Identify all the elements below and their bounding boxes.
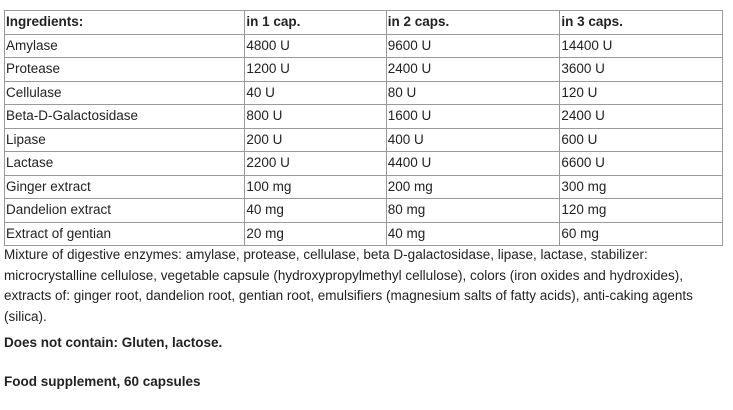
table-row [5, 105, 723, 129]
amount-2-caps-cell: 40 mg [386, 222, 560, 246]
ingredient-name-cell: Lipase [5, 128, 245, 152]
amount-1-cap-cell: 20 mg [245, 222, 386, 246]
amount-1-cap-cell: 200 U [245, 128, 386, 152]
header-cell-3-caps: in 3 caps. [560, 11, 723, 35]
amount-1-cap-cell: 800 U [245, 105, 386, 129]
amount-1-cap-cell: 4800 U [245, 34, 386, 58]
amount-3-caps-cell: 3600 U [560, 58, 723, 82]
amount-2-caps-cell: 9600 U [386, 34, 560, 58]
table-row [5, 128, 723, 152]
table-row [5, 199, 723, 223]
ingredients-description: Mixture of digestive enzymes: amylase, protease, cellulase, beta D-galactosidase, lipase, lactase, stabilizer: microcrystalline cellulose, vegetable capsule (hydroxypropylmethyl cellulose), colors (iron oxides and hydroxides), extracts of: ginger root, dandelion root, gentian root, emulsifiers (magnesium salts of fatty acids), anti-caking agents (silica). [4, 247, 693, 324]
amount-2-caps-cell: 400 U [386, 128, 560, 152]
amount-2-caps-cell: 80 mg [386, 199, 560, 223]
amount-1-cap-cell: 40 mg [245, 199, 386, 223]
amount-3-caps-cell: 60 mg [560, 222, 723, 246]
ingredient-name-cell: Lactase [5, 152, 245, 176]
header-cell-1-cap: in 1 cap. [245, 11, 386, 35]
allergen-notice: Does not contain: Gluten, lactose. [4, 335, 223, 350]
amount-3-caps-cell: 300 mg [560, 175, 723, 199]
ingredient-name-cell: Protease [5, 58, 245, 82]
amount-3-caps-cell: 600 U [560, 128, 723, 152]
amount-3-caps-cell: 6600 U [560, 152, 723, 176]
ingredient-name-cell: Dandelion extract [5, 199, 245, 223]
amount-2-caps-cell: 80 U [386, 81, 560, 105]
ingredient-name-cell: Extract of gentian [5, 222, 245, 246]
table-row [5, 58, 723, 82]
table-row [5, 34, 723, 58]
amount-3-caps-cell: 2400 U [560, 105, 723, 129]
amount-2-caps-cell: 200 mg [386, 175, 560, 199]
amount-3-caps-cell: 120 U [560, 81, 723, 105]
ingredient-name-cell: Ginger extract [5, 175, 245, 199]
amount-1-cap-cell: 40 U [245, 81, 386, 105]
amount-1-cap-cell: 2200 U [245, 152, 386, 176]
table-header-row [5, 11, 723, 35]
table-row [5, 175, 723, 199]
ingredients-table [4, 10, 723, 246]
ingredient-name-cell: Cellulase [5, 81, 245, 105]
table-body [5, 11, 723, 246]
amount-2-caps-cell: 2400 U [386, 58, 560, 82]
table-row [5, 81, 723, 105]
ingredient-name-cell: Beta-D-Galactosidase [5, 105, 245, 129]
product-info: Food supplement, 60 capsules [4, 374, 201, 389]
amount-1-cap-cell: 100 mg [245, 175, 386, 199]
amount-2-caps-cell: 1600 U [386, 105, 560, 129]
amount-2-caps-cell: 4400 U [386, 152, 560, 176]
header-cell-ingredients: Ingredients: [5, 11, 245, 35]
amount-1-cap-cell: 1200 U [245, 58, 386, 82]
table-row [5, 152, 723, 176]
ingredient-name-cell: Amylase [5, 34, 245, 58]
header-cell-2-caps: in 2 caps. [386, 11, 560, 35]
amount-3-caps-cell: 14400 U [560, 34, 723, 58]
table-row [5, 222, 723, 246]
amount-3-caps-cell: 120 mg [560, 199, 723, 223]
